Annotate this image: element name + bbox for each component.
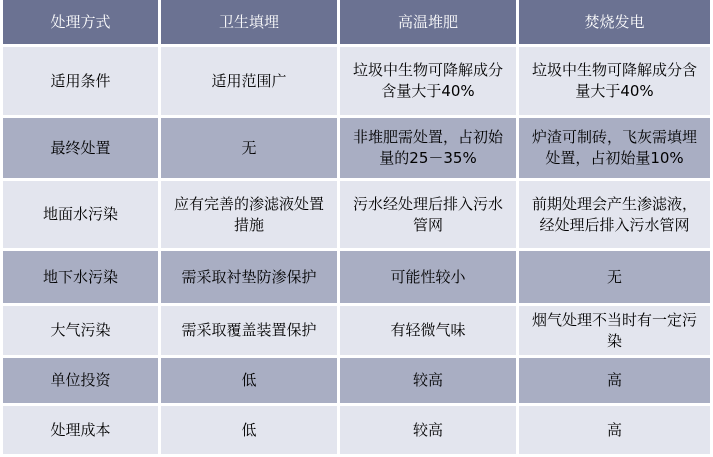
row-label-surface-water-pollution: 地面水污染	[3, 181, 158, 248]
table-cell: 垃圾中生物可降解成分含量大于40%	[519, 47, 710, 115]
table-cell: 烟气处理不当时有一定污染	[519, 306, 710, 355]
header-sanitary-landfill: 卫生填埋	[161, 0, 337, 44]
table-cell: 适用范围广	[161, 47, 337, 115]
row-label-air-pollution: 大气污染	[3, 306, 158, 355]
table-cell: 低	[161, 358, 337, 403]
row-label-final-disposal: 最终处置	[3, 118, 158, 178]
table-cell: 非堆肥需处置，占初始量的25－35%	[340, 118, 516, 178]
table-cell: 高	[519, 358, 710, 403]
header-high-temp-composting: 高温堆肥	[340, 0, 516, 44]
row-label-unit-investment: 单位投资	[3, 358, 158, 403]
table-cell: 可能性较小	[340, 251, 516, 303]
header-incineration-power: 焚烧发电	[519, 0, 710, 44]
row-label-applicable-conditions: 适用条件	[3, 47, 158, 115]
table-cell: 需采取衬垫防渗保护	[161, 251, 337, 303]
table-cell: 低	[161, 406, 337, 454]
row-label-treatment-cost: 处理成本	[3, 406, 158, 454]
table-cell: 需采取覆盖装置保护	[161, 306, 337, 355]
table-cell: 较高	[340, 358, 516, 403]
table-cell: 前期处理会产生渗滤液，经处理后排入污水管网	[519, 181, 710, 248]
table-cell: 高	[519, 406, 710, 454]
header-treatment-method: 处理方式	[3, 0, 158, 44]
table-cell: 垃圾中生物可降解成分含量大于40%	[340, 47, 516, 115]
table-cell: 较高	[340, 406, 516, 454]
table-cell: 无	[161, 118, 337, 178]
table-cell: 有轻微气味	[340, 306, 516, 355]
table-cell: 炉渣可制砖，飞灰需填埋处置，占初始量10%	[519, 118, 710, 178]
table-cell: 应有完善的渗滤液处置措施	[161, 181, 337, 248]
table-cell: 无	[519, 251, 710, 303]
table-cell: 污水经处理后排入污水管网	[340, 181, 516, 248]
row-label-groundwater-pollution: 地下水污染	[3, 251, 158, 303]
